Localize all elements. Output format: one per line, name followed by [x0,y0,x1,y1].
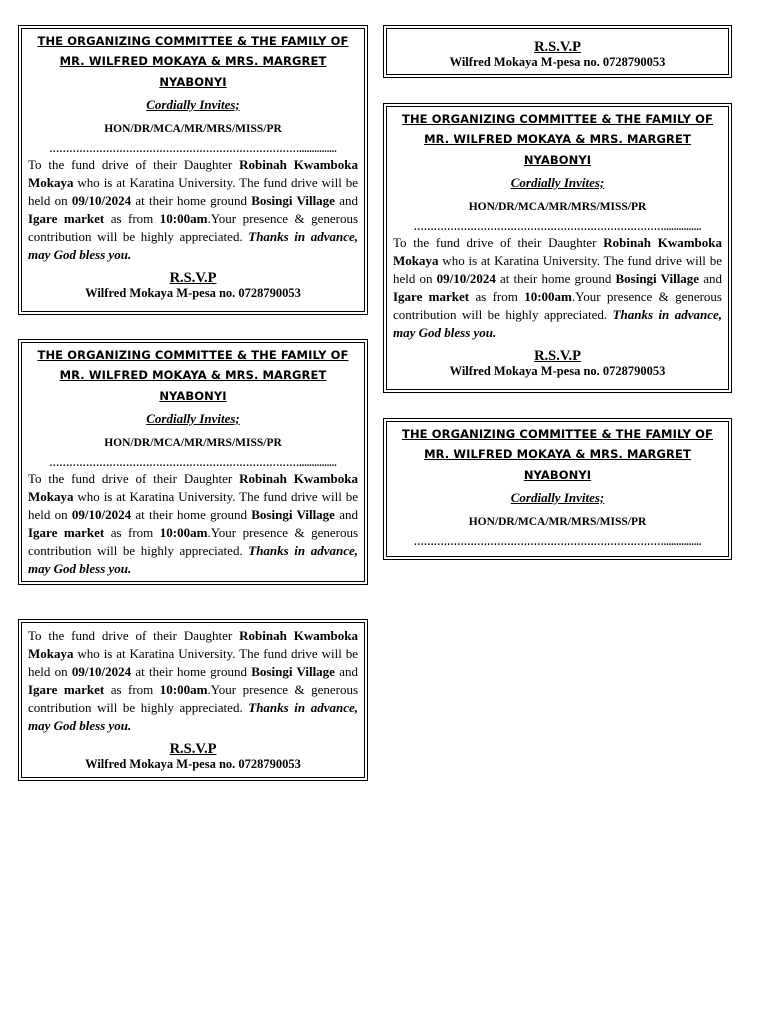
venue-market: Igare market [28,210,105,226]
daughter-name: Robinah Kwamboka Mokaya [393,234,722,268]
header-line-2: MR. WILFRED MOKAYA & MRS. MARGRET [424,447,691,462]
invitation-body: To the fund drive of their Daughter Robinah Kwamboka Mokaya who is at Karatina University. The fund drive will be held on 09/10/2024 at their home ground Bosingi Village and Igare market as from 10:00am.Your presence & generous contribution will be highly appreciated. Thanks in advance, may God bless you. [28,628,358,733]
name-blank-line: …………………………………………………………………............... [49,457,337,469]
event-date: 09/10/2024 [71,506,132,522]
name-blank-line: …………………………………………………………………............... [413,221,702,233]
header-line-1: THE ORGANIZING COMMITTEE & THE FAMILY OF [402,427,713,441]
event-date: 09/10/2024 [71,664,132,679]
invitation-body-card [18,619,368,781]
cordially-invites: Cordially Invites; [146,96,240,112]
header-line-3: NYABONYI [159,74,227,89]
event-time: 10:00am [159,682,208,697]
daughter-name: Robinah Kwamboka Mokaya [28,156,358,190]
header-line-3: NYABONYI [159,388,227,403]
event-time: 10:00am [524,288,572,304]
header-line-2: MR. WILFRED MOKAYA & MRS. MARGRET [59,368,327,383]
venue-market: Igare market [28,682,105,697]
invitation-card-3 [18,339,368,585]
venue-village: Bosingi Village [251,506,335,522]
header-line-3: NYABONYI [523,152,592,167]
header-line-3: NYABONYI [523,467,592,482]
name-blank-line: …………………………………………………………………............... [49,143,337,155]
event-date: 09/10/2024 [71,192,132,208]
cordially-invites: Cordially Invites; [146,410,240,426]
guest-titles: HON/DR/MCA/MR/MRS/MISS/PR [468,515,647,528]
header-line-1: THE ORGANIZING COMMITTEE & THE FAMILY OF [37,348,349,362]
daughter-name: Robinah Kwamboka Mokaya [28,470,358,504]
event-time: 10:00am [159,524,208,540]
closing-blessing: Thanks in advance, may God bless you. [28,228,358,262]
rsvp-card [383,25,732,78]
invitation-body: To the fund drive of their Daughter Robinah Kwamboka Mokaya who is at Karatina University. The fund drive will be held on 09/10/2024 at their home ground Bosingi Village and Igare market as from 10:00am.Your presence & generous contribution will be highly appreciated. Thanks in advance, may God bless you. [28,470,358,576]
venue-village: Bosingi Village [251,664,335,679]
rsvp-heading: R.S.V.P [169,269,217,286]
guest-titles: HON/DR/MCA/MR/MRS/MISS/PR [104,122,282,135]
closing-blessing: Thanks in advance, may God bless you. [28,700,358,733]
rsvp-heading: R.S.V.P [169,741,217,757]
daughter-name: Robinah Kwamboka Mokaya [28,628,358,661]
rsvp-heading: R.S.V.P [534,347,581,364]
header-line-2: MR. WILFRED MOKAYA & MRS. MARGRET [59,54,327,69]
venue-village: Bosingi Village [615,270,700,286]
guest-titles: HON/DR/MCA/MR/MRS/MISS/PR [104,436,282,449]
header-line-2: MR. WILFRED MOKAYA & MRS. MARGRET [424,132,691,147]
mpesa-contact: Wilfred Mokaya M-pesa no. 0728790053 [449,363,666,378]
venue-market: Igare market [393,288,470,304]
event-date: 09/10/2024 [436,270,496,286]
header-line-1: THE ORGANIZING COMMITTEE & THE FAMILY OF [37,34,349,48]
invitation-card-2 [383,103,732,393]
rsvp-heading: R.S.V.P [534,39,581,55]
header-line-1: THE ORGANIZING COMMITTEE & THE FAMILY OF [402,112,713,126]
invitation-card-1 [18,25,368,315]
mpesa-contact: Wilfred Mokaya M-pesa no. 0728790053 [85,757,301,771]
name-blank-line: …………………………………………………………………............... [413,536,702,548]
mpesa-contact: Wilfred Mokaya M-pesa no. 0728790053 [449,55,666,69]
closing-blessing: Thanks in advance, may God bless you. [28,542,358,576]
closing-blessing: Thanks in advance, may God bless you. [393,306,723,340]
cordially-invites: Cordially Invites; [510,489,605,505]
invitation-header-card [383,418,732,560]
mpesa-contact: Wilfred Mokaya M-pesa no. 0728790053 [85,285,301,300]
venue-village: Bosingi Village [251,192,335,208]
guest-titles: HON/DR/MCA/MR/MRS/MISS/PR [468,200,647,213]
venue-market: Igare market [28,524,105,540]
cordially-invites: Cordially Invites; [510,174,605,190]
invitation-body: To the fund drive of their Daughter Robinah Kwamboka Mokaya who is at Karatina University. The fund drive will be held on 09/10/2024 at their home ground Bosingi Village and Igare market as from 10:00am.Your presence & generous contribution will be highly appreciated. Thanks in advance, may God bless you. [28,156,358,262]
event-time: 10:00am [159,210,208,226]
invitation-body: To the fund drive of their Daughter Robinah Kwamboka Mokaya who is at Karatina University. The fund drive will be held on 09/10/2024 at their home ground Bosingi Village and Igare market as from 10:00am.Your presence & generous contribution will be highly appreciated. Thanks in advance, may God bless you. [393,234,723,340]
